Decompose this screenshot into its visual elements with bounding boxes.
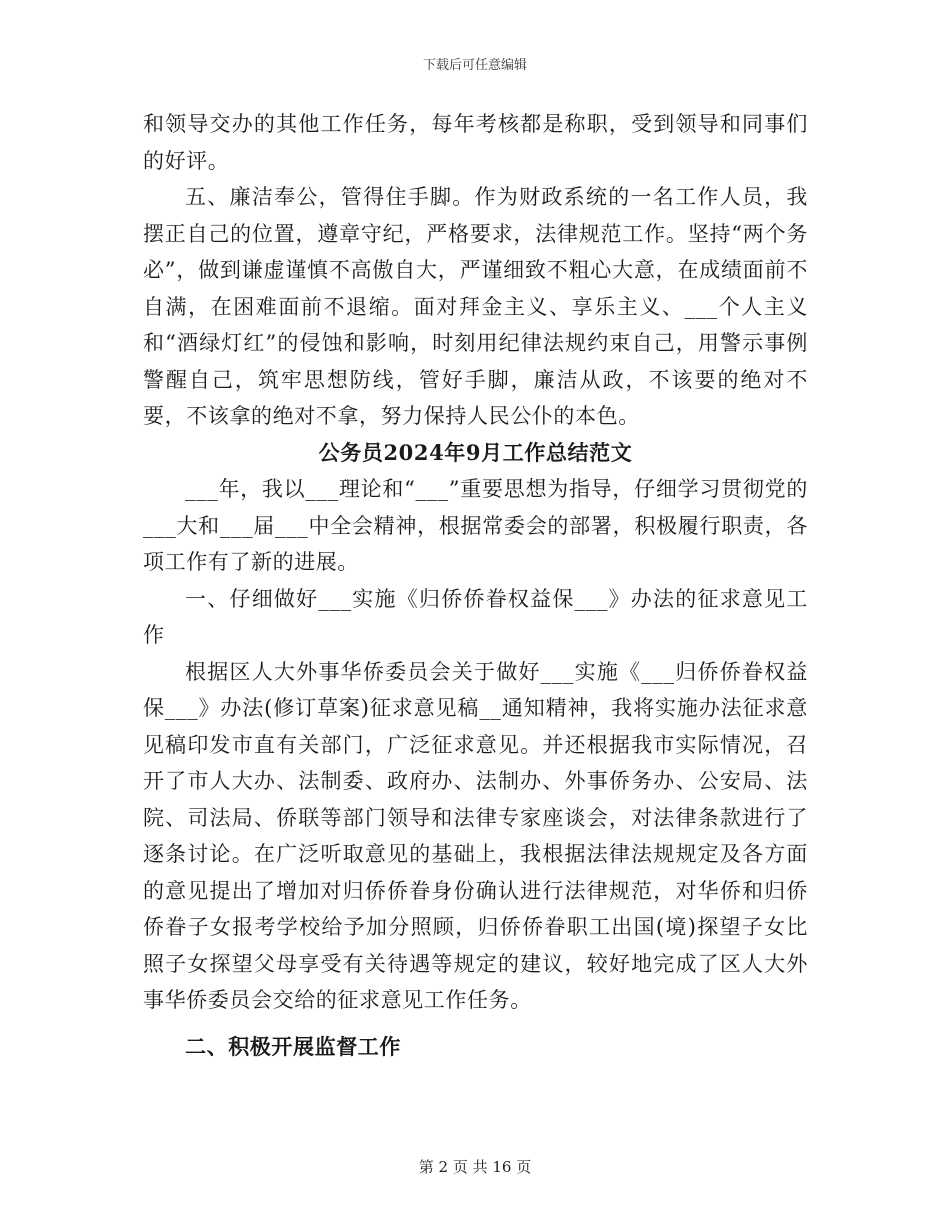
section-heading-2: 二、积极开展监督工作 [185, 1033, 401, 1059]
document-title: 公务员2024年9月工作总结范文 [318, 439, 633, 465]
document-body [143, 106, 808, 1065]
page-footer: 第 2 页 共 16 页 [418, 1158, 532, 1176]
paragraph-intro: ___年，我以___理论和“___”重要思想为指导，仔细学习贯彻党的___大和___届___中全会精神，根据常委会的部署，积极履行职责，各项工作有了新的进展。 [143, 477, 808, 574]
paragraph-integrity: 五、廉洁奉公，管得住手脚。作为财政系统的一名工作人员，我摆正自己的位置，遵章守纪，严格要求，法律规范工作。坚持“两个务必”，做到谦虚谨慎不高傲自大，严谨细致不粗心大意，在成绩面前不自满，在困难面前不退缩。面对拜金主义、享乐主义、___个人主义和“酒绿灯红”的侵蚀和影响，时刻用纪律法规约束自己，用警示事例警醒自己，筑牢思想防线，管好手脚，廉洁从政，不该要的绝对不要，不该拿的绝对不拿，努力保持人民公仆的本色。 [143, 185, 808, 428]
paragraph-section-1: 根据区人大外事华侨委员会关于做好___实施《___归侨侨眷权益保___》办法(修订草案)征求意见稿__通知精神，我将实施办法征求意见稿印发市直有关部门，广泛征求意见。并还根据我市实际情况，召开了市人大办、法制委、政府办、法制办、外事侨务办、公安局、法院、司法局、侨联等部门领导和法律专家座谈会，对法律条款进行了逐条讨论。在广泛听取意见的基础上，我根据法律法规规定及各方面的意见提出了增加对归侨侨眷身份确认进行法律规范，对华侨和归侨侨眷子女报考学校给予加分照顾，归侨侨眷职工出国(境)探望子女比照子女探望父母享受有关待遇等规定的建议，较好地完成了区人大外事华侨委员会交给的征求意见工作任务。 [143, 659, 808, 1012]
section-heading-1: 一、仔细做好___实施《归侨侨眷权益保___》办法的征求意见工作 [143, 586, 808, 647]
paragraph-continuation: 和领导交办的其他工作任务，每年考核都是称职，受到领导和同事们的好评。 [143, 112, 808, 173]
page-header: 下载后可任意编辑 [422, 58, 527, 73]
